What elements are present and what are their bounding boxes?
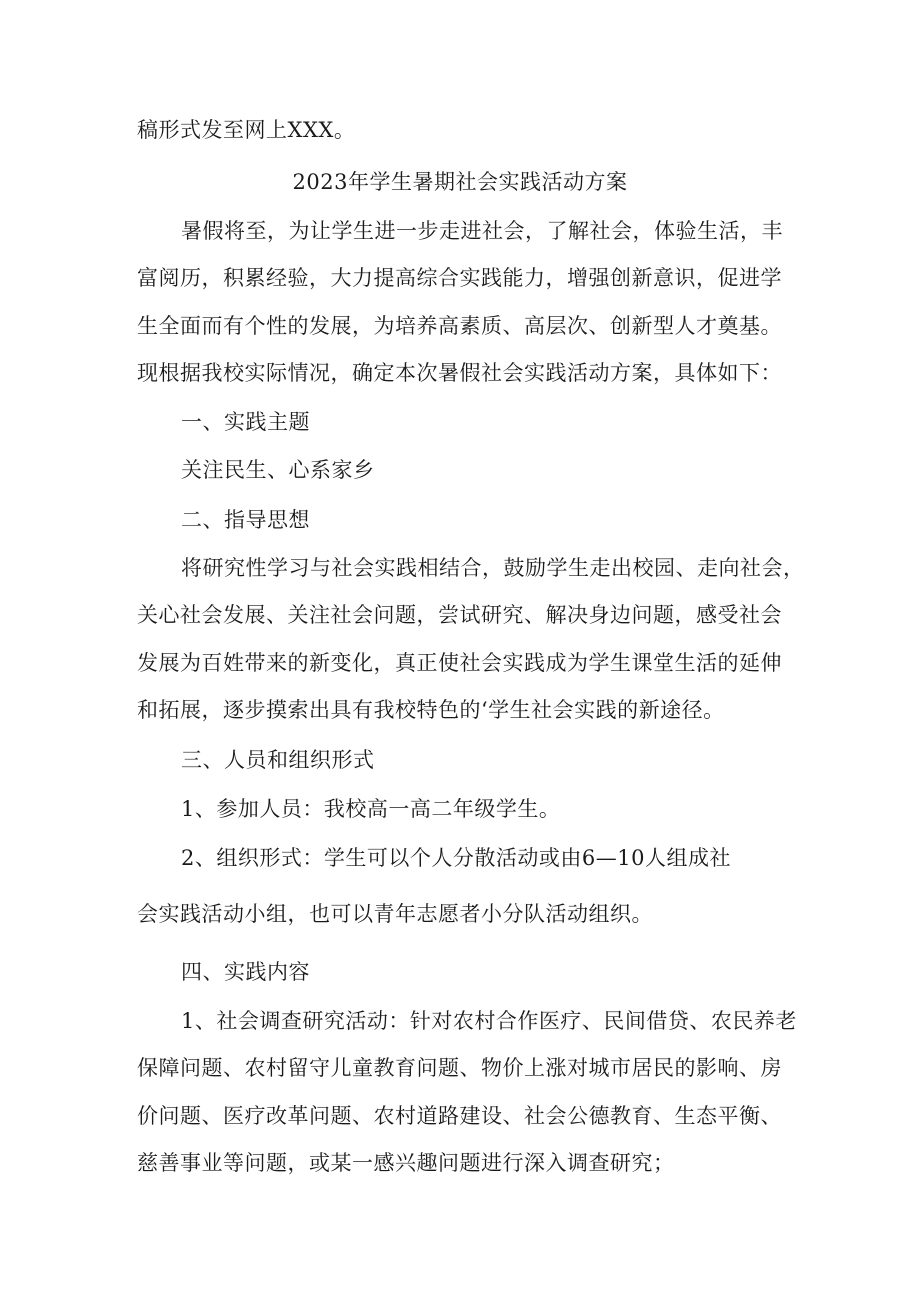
section-heading-theme: 一、实践主题 [181, 410, 310, 434]
section-heading-personnel: 三、人员和组织形式 [181, 748, 375, 772]
intro-paragraph-line-4: 现根据我校实际情况，确定本次暑假社会实践活动方案，具体如下： [137, 361, 782, 385]
theme-text: 关注民生、心系家乡 [181, 458, 375, 482]
section-heading-guidance: 二、指导思想 [181, 508, 310, 532]
intro-paragraph-line-2: 富阅历，积累经验，大力提高综合实践能力，增强创新意识，促进学 [137, 266, 782, 290]
text-line-continuation: 稿形式发至网上XXX。 [137, 118, 356, 142]
section-heading-content: 四、实践内容 [181, 960, 310, 984]
intro-paragraph-line-3: 生全面而有个性的发展，为培养高素质、高层次、创新型人才奠基。 [137, 314, 782, 338]
guidance-paragraph-line-4: 和拓展，逐步摸索出具有我校特色的‘学生社会实践的新途径。 [137, 698, 725, 722]
content-item-1-line-1: 1、社会调查研究活动：针对农村合作医疗、民间借贷、农民养老 [181, 1009, 797, 1033]
document-title: 2023年学生暑期社会实践活动方案 [292, 170, 628, 194]
content-item-1-line-4: 慈善事业等问题，或某一感兴趣问题进行深入调查研究； [137, 1151, 675, 1175]
intro-paragraph-line-1: 暑假将至，为让学生进一步走进社会，了解社会，体验生活，丰 [181, 219, 783, 243]
content-item-1-line-2: 保障问题、农村留守儿童教育问题、物价上涨对城市居民的影响、房 [137, 1056, 782, 1080]
guidance-paragraph-line-3: 发展为百姓带来的新变化，真正使社会实践成为学生课堂生活的延伸 [137, 651, 782, 675]
guidance-paragraph-line-2: 关心社会发展、关注社会问题，尝试研究、解决身边问题，感受社会 [137, 603, 782, 627]
personnel-item-2-line-2: 会实践活动小组，也可以青年志愿者小分队活动组织。 [137, 902, 653, 926]
content-item-1-line-3: 价问题、医疗改革问题、农村道路建设、社会公德教育、生态平衡、 [137, 1104, 782, 1128]
guidance-paragraph-line-1: 将研究性学习与社会实践相结合，鼓励学生走出校园、走向社会， [181, 556, 805, 580]
personnel-item-2-line-1: 2、组织形式：学生可以个人分散活动或由6—10人组成社 [181, 846, 731, 870]
personnel-item-1: 1、参加人员：我校高一高二年级学生。 [181, 797, 561, 821]
